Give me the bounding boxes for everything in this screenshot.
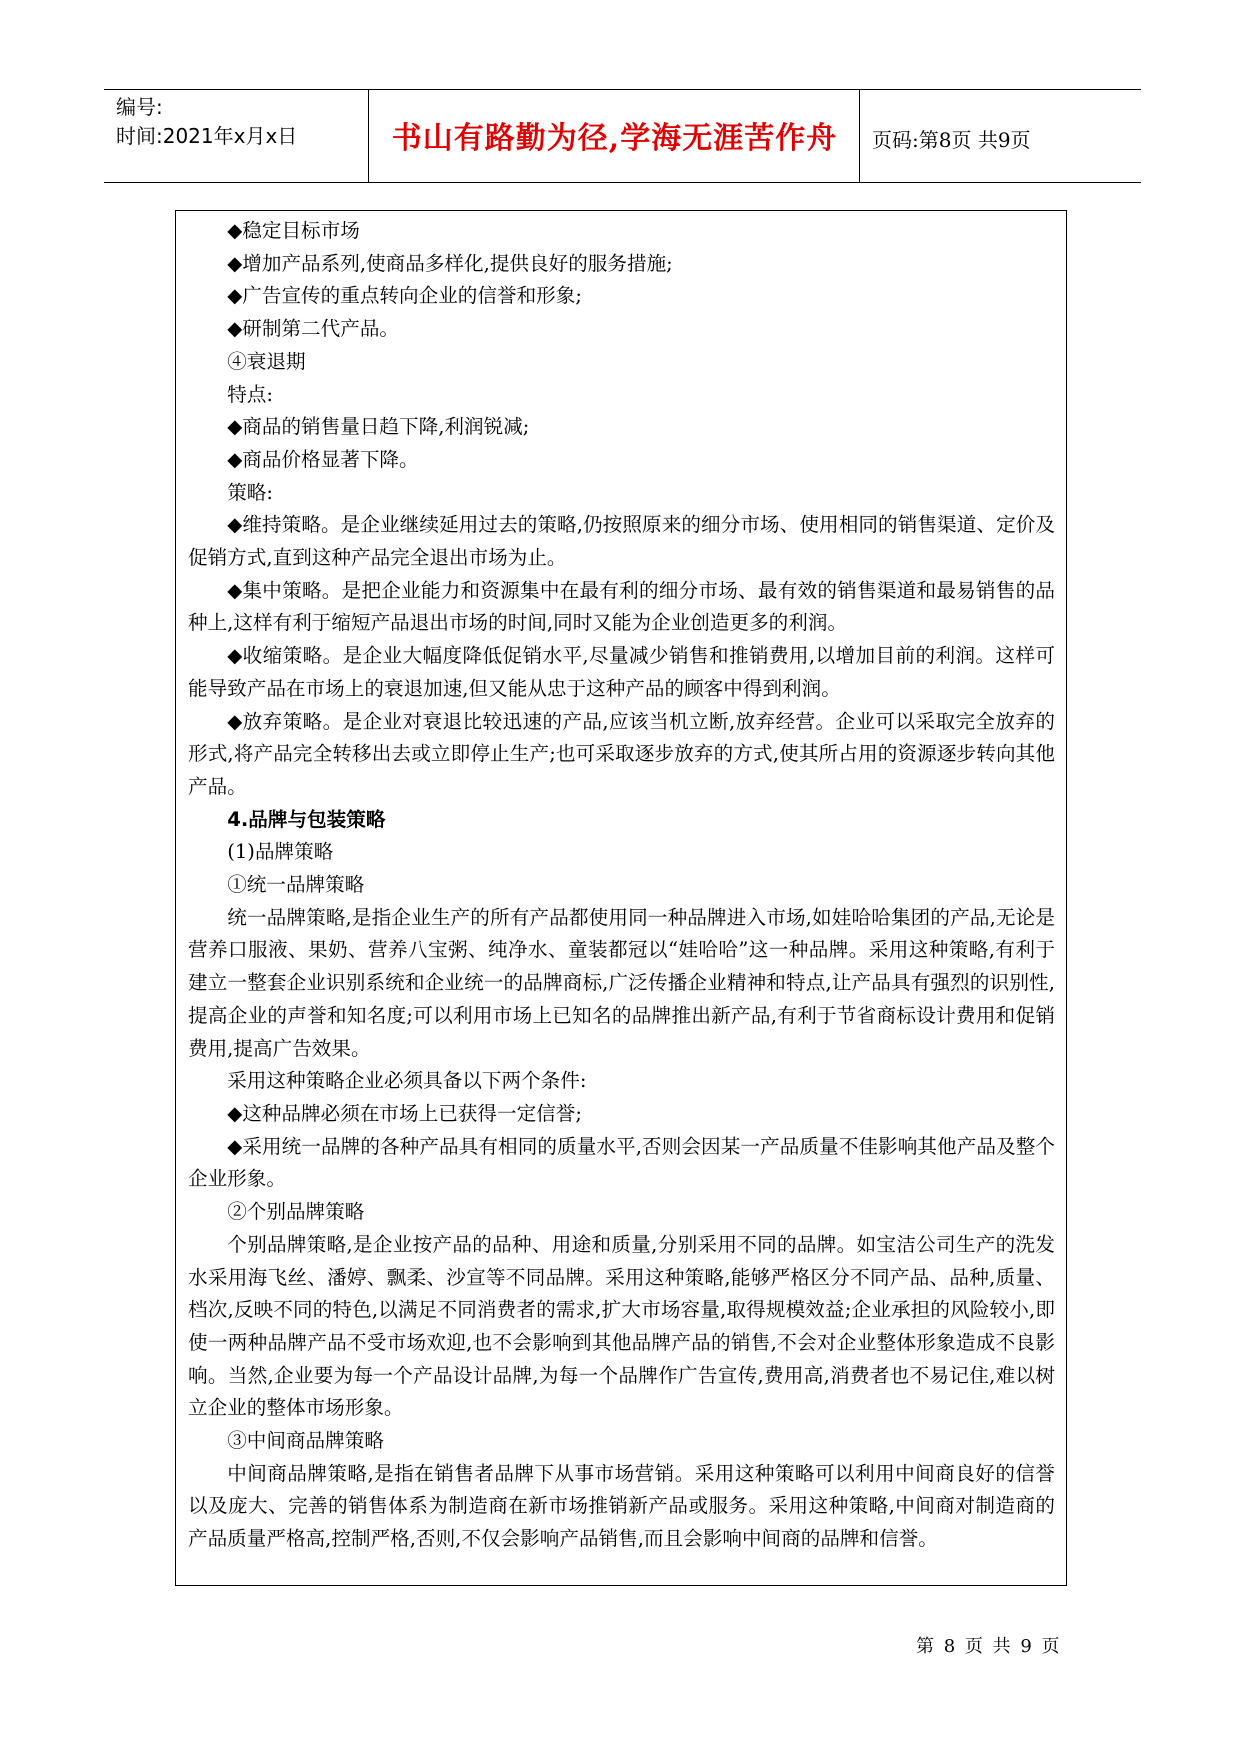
paragraph: 采用这种策略企业必须具备以下两个条件: xyxy=(227,1069,587,1093)
paragraph: ◆这种品牌必须在市场上已获得一定信誉; xyxy=(227,1101,582,1125)
paragraph: 特点: xyxy=(227,382,273,406)
paragraph: ◆商品价格显著下降。 xyxy=(227,447,419,471)
header-page-label: 页码:第8页 共9页 xyxy=(872,128,1031,152)
paragraph: ②个别品牌策略 xyxy=(227,1200,365,1224)
paragraph: ◆广告宣传的重点转向企业的信誉和形象; xyxy=(227,284,582,308)
section-heading: 4.品牌与包装策略 xyxy=(227,807,386,831)
header-top-rule xyxy=(104,89,1141,90)
header-divider xyxy=(859,89,860,183)
paragraph: ◆集中策略。是把企业能力和资源集中在最有利的细分市场、最有效的销售渠道和最易销售的品种上,这样有利于缩短产品退出市场的时间,同时又能为企业创造更多的利润。 xyxy=(188,578,1055,635)
header-divider xyxy=(368,89,369,183)
number-label: 编号: xyxy=(116,95,163,119)
paragraph: 统一品牌策略,是指企业生产的所有产品都使用同一种品牌进入市场,如娃哈哈集团的产品,无论是营养口服液、果奶、营养八宝粥、纯净水、童装都冠以“娃哈哈”这一种品牌。采用这种策略,有利于建立一整套企业识别系统和企业统一的品牌商标,广泛传播企业精神和特点,让产品具有强烈的识别性,提高企业的声誉和知名度;可以利用市场上已知名的品牌推出新产品,有利于节省商标设计费用和促销费用,提高广告效果。 xyxy=(188,905,1055,1060)
header-bottom-rule xyxy=(104,182,1141,183)
header-meta xyxy=(116,93,297,151)
header-motto: 书山有路勤为径,学海无涯苦作舟 xyxy=(391,121,838,156)
paragraph: ◆维持策略。是企业继续延用过去的策略,仍按照原来的细分市场、使用相同的销售渠道、定价及促销方式,直到这种产品完全退出市场为止。 xyxy=(188,513,1055,570)
paragraph: (1)品牌策略 xyxy=(227,840,334,864)
paragraph: ◆收缩策略。是企业大幅度降低促销水平,尽量减少销售和推销费用,以增加目前的利润。这样可能导致产品在市场上的衰退加速,但又能从忠于这种产品的顾客中得到利润。 xyxy=(188,644,1055,700)
paragraph: 个别品牌策略,是企业按产品的品种、用途和质量,分别采用不同的品牌。如宝洁公司生产的洗发水采用海飞丝、潘婷、飘柔、沙宣等不同品牌。采用这种策略,能够严格区分不同产品、品种,质量、档次,反映不同的特色,以满足不同消费者的需求,扩大市场容量,取得规模效益;企业承担的风险较小,即使一两种品牌产品不受市场欢迎,也不会影响到其他品牌产品的销售,不会对企业整体形象造成不良影响。当然,企业要为每一个产品设计品牌,为每一个品牌作广告宣传,费用高,消费者也不易记住,难以树立企业的整体市场形象。 xyxy=(188,1232,1055,1420)
paragraph: ③中间商品牌策略 xyxy=(227,1429,384,1453)
paragraph: ◆稳定目标市场 xyxy=(227,219,360,242)
page-footer: 第 8 页 共 9 页 xyxy=(916,1636,1062,1657)
paragraph: ◆放弃策略。是企业对衰退比较迅速的产品,应该当机立断,放弃经营。企业可以采取完全放弃的形式,将产品完全转移出去或立即停止生产;也可采取逐步放弃的方式,使其所占用的资源逐步转向其他产品。 xyxy=(188,709,1055,798)
paragraph: ◆研制第二代产品。 xyxy=(227,317,400,341)
time-label: 时间:2021年x月x日 xyxy=(116,124,298,148)
paragraph: ◆增加产品系列,使商品多样化,提供良好的服务措施; xyxy=(227,251,673,275)
paragraph: 中间商品牌策略,是指在销售者品牌下从事市场营销。采用这种策略可以利用中间商良好的信誉以及庞大、完善的销售体系为制造商在新市场推销新产品或服务。采用这种策略,中间商对制造商的产品质量严格高,控制严格,否则,不仅会影响产品销售,而且会影响中间商的品牌和信誉。 xyxy=(188,1461,1055,1551)
paragraph: ◆采用统一品牌的各种产品具有相同的质量水平,否则会因某一产品质量不佳影响其他产品及整个企业形象。 xyxy=(188,1134,1055,1191)
content-box xyxy=(175,210,1067,1586)
paragraph: ◆商品的销售量日趋下降,利润锐减; xyxy=(227,415,530,439)
content-body xyxy=(188,215,1055,1556)
paragraph: ④衰退期 xyxy=(227,349,306,373)
paragraph: ①统一品牌策略 xyxy=(227,873,365,897)
paragraph: 策略: xyxy=(227,480,273,504)
